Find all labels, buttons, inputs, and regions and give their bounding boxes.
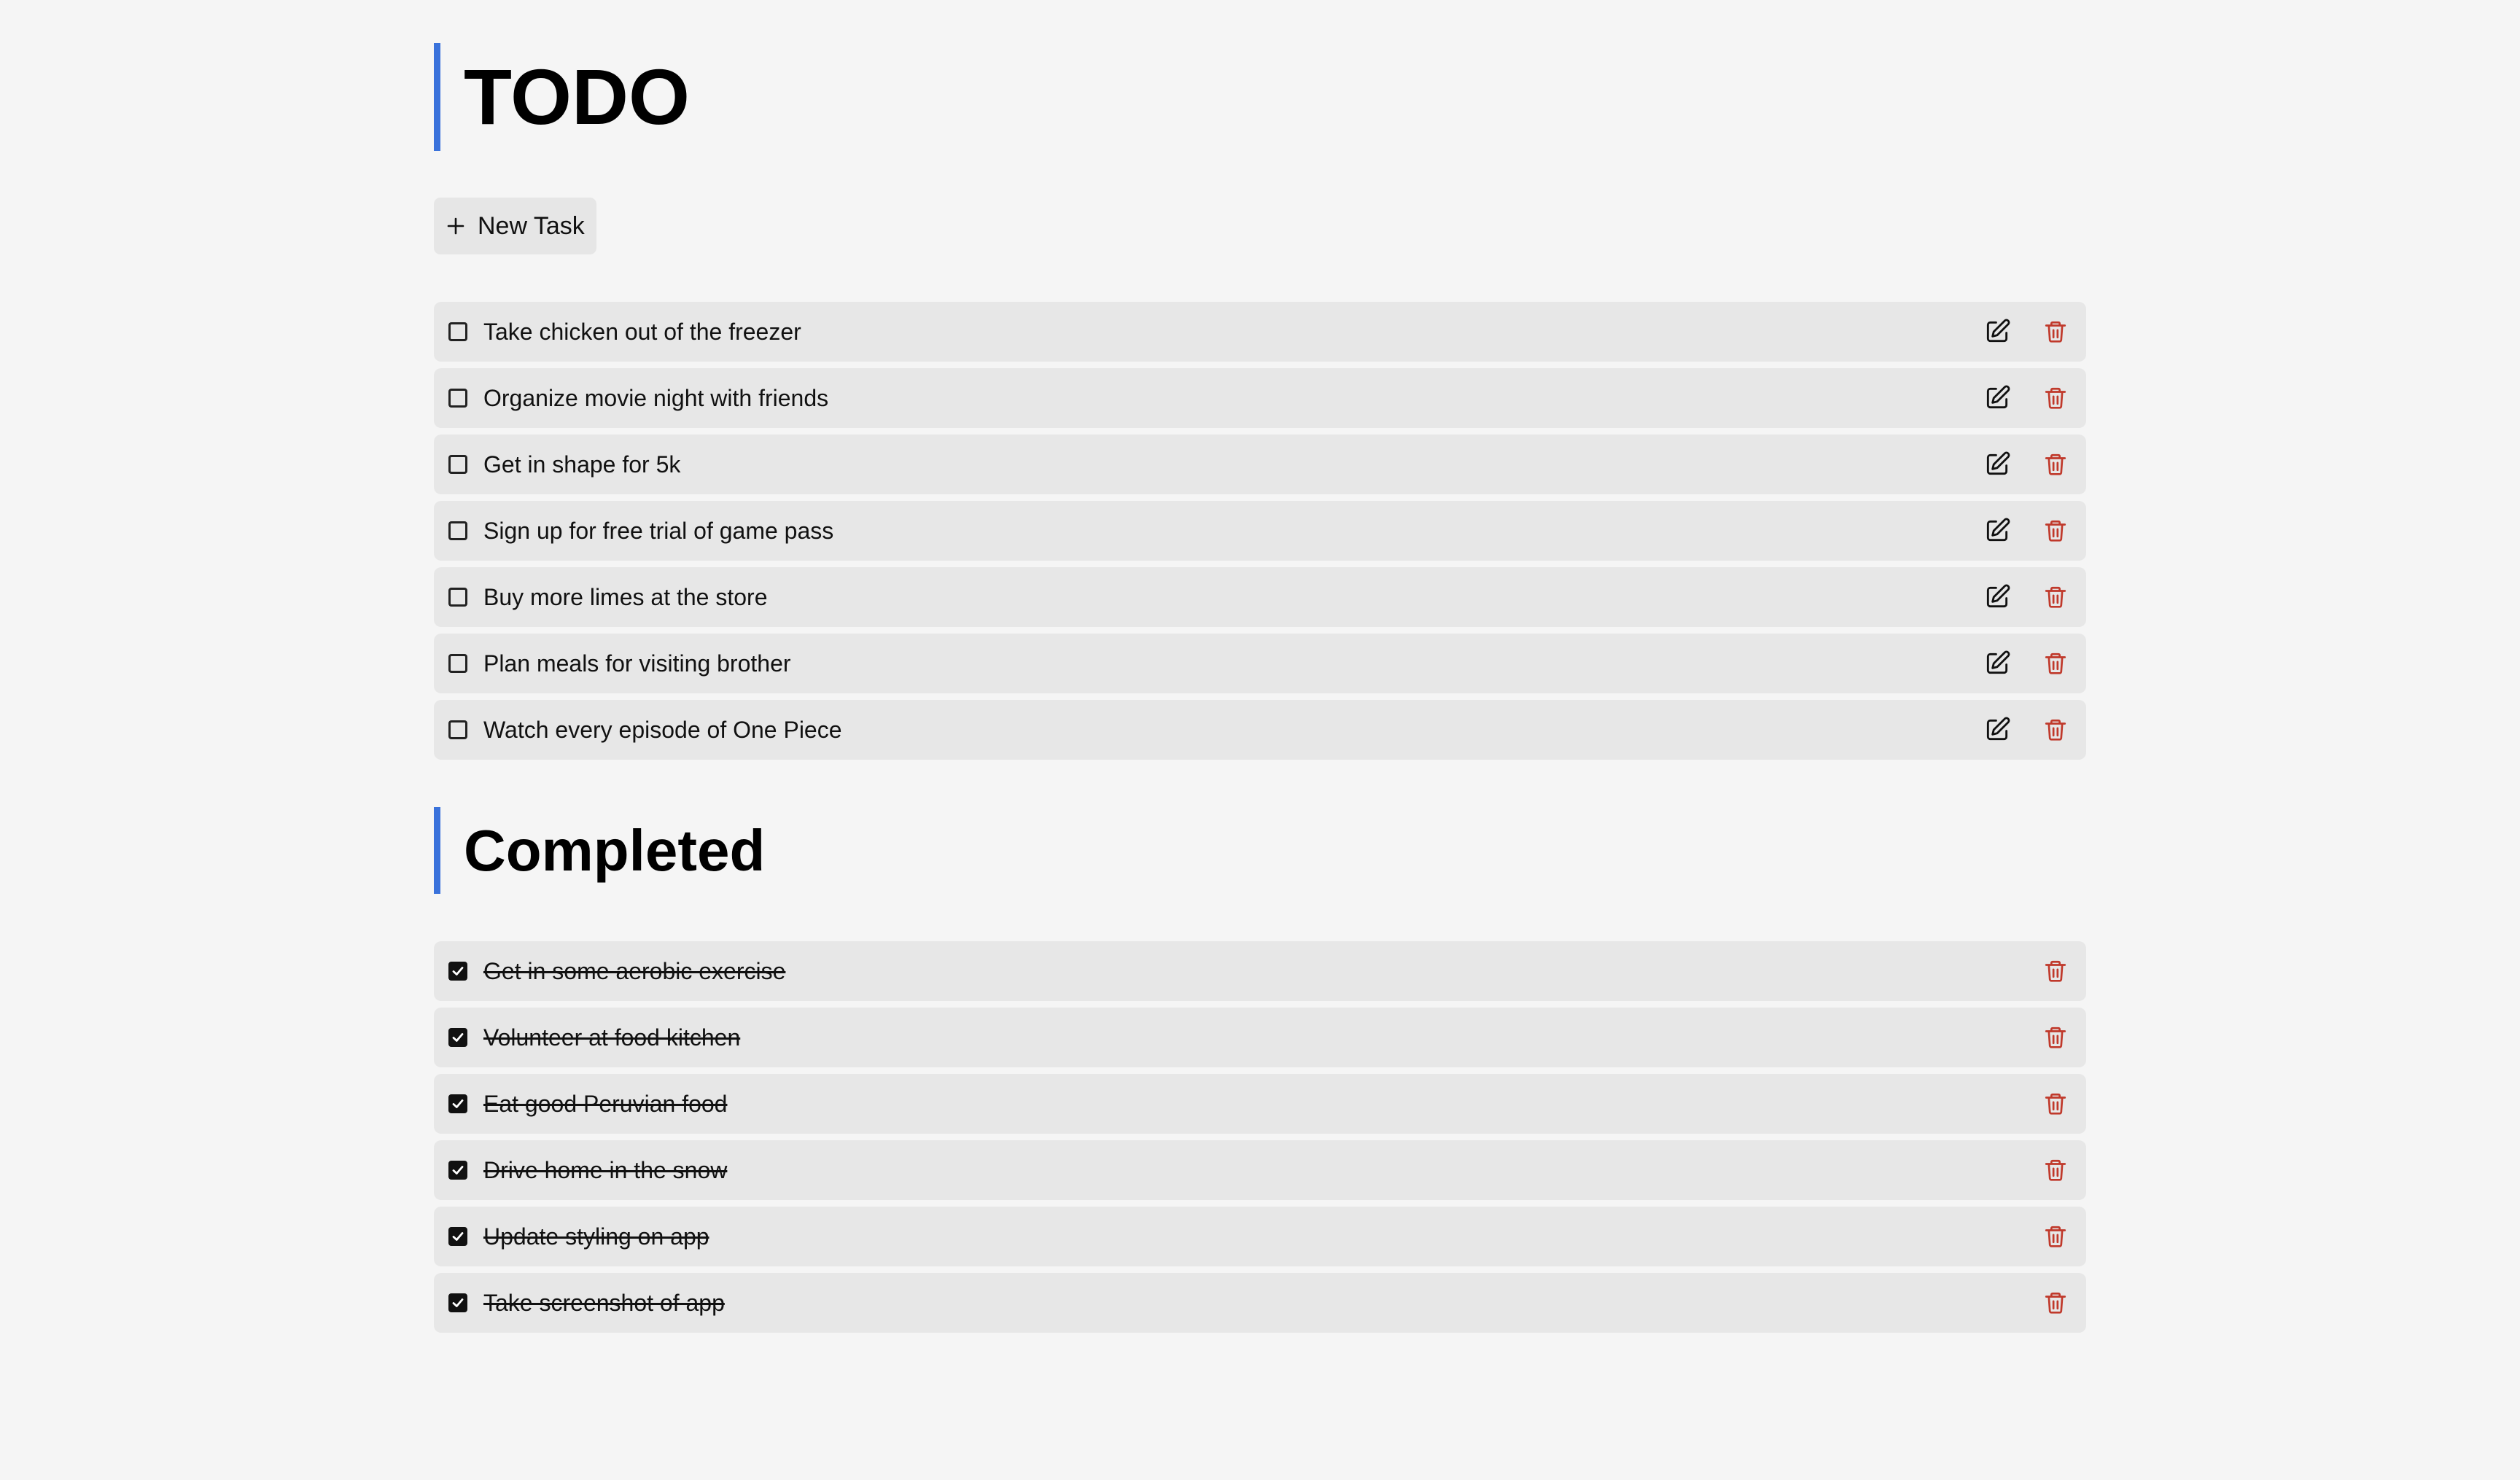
trash-icon [2043, 1290, 2068, 1315]
checkbox-empty-icon[interactable] [448, 588, 467, 607]
delete-button[interactable] [2039, 647, 2072, 679]
task-actions [1981, 382, 2072, 414]
checkbox-empty-icon[interactable] [448, 654, 467, 673]
task-actions [1981, 448, 2072, 480]
pencil-square-icon [1983, 318, 2011, 346]
task-label: Get in shape for 5k [483, 451, 681, 478]
completed-item [434, 1273, 2086, 1333]
task-actions [1981, 647, 2072, 679]
delete-button[interactable] [2039, 581, 2072, 613]
delete-button[interactable] [2039, 955, 2072, 987]
completed-item [434, 1074, 2086, 1134]
app-container [434, 0, 2086, 1339]
checkmark-icon [451, 1030, 465, 1045]
edit-button[interactable] [1981, 647, 2013, 679]
checkbox-empty-icon[interactable] [448, 389, 467, 408]
delete-button[interactable] [2039, 1154, 2072, 1186]
completed-item [434, 1008, 2086, 1067]
task-actions [1981, 316, 2072, 348]
delete-button[interactable] [2039, 1021, 2072, 1053]
task-actions [2039, 1021, 2072, 1053]
checkbox-empty-icon[interactable] [448, 521, 467, 540]
new-task-button[interactable] [434, 198, 596, 254]
todo-item [434, 368, 2086, 428]
task-label: Plan meals for visiting brother [483, 650, 791, 677]
new-task-label: New Task [478, 211, 585, 240]
completed-item [434, 1207, 2086, 1266]
checkbox-checked-icon[interactable] [448, 1227, 467, 1246]
task-actions [2039, 1287, 2072, 1319]
task-label: Eat good Peruvian food [483, 1090, 728, 1117]
task-label: Volunteer at food kitchen [483, 1024, 741, 1051]
todo-item [434, 634, 2086, 693]
task-label: Buy more limes at the store [483, 583, 768, 610]
checkbox-checked-icon[interactable] [448, 1293, 467, 1312]
trash-icon [2043, 452, 2068, 477]
delete-button[interactable] [2039, 1088, 2072, 1120]
delete-button[interactable] [2039, 316, 2072, 348]
checkbox-empty-icon[interactable] [448, 455, 467, 474]
task-label: Take chicken out of the freezer [483, 318, 801, 345]
completed-item [434, 1140, 2086, 1200]
checkbox-checked-icon[interactable] [448, 1094, 467, 1113]
pencil-square-icon [1983, 517, 2011, 545]
todo-item [434, 700, 2086, 760]
completed-heading: Completed [434, 807, 2086, 894]
checkmark-icon [451, 1163, 465, 1177]
task-label: Drive home in the snow [483, 1156, 728, 1183]
trash-icon [2043, 319, 2068, 344]
trash-icon [2043, 1224, 2068, 1249]
task-label: Get in some aerobic exercise [483, 957, 786, 984]
todo-item [434, 435, 2086, 494]
todo-item [434, 501, 2086, 561]
task-actions [2039, 1220, 2072, 1253]
task-label: Take screenshot of app [483, 1289, 725, 1316]
pencil-square-icon [1983, 650, 2011, 677]
todo-item [434, 567, 2086, 627]
plus-icon [447, 217, 464, 235]
checkbox-checked-icon[interactable] [448, 1161, 467, 1180]
trash-icon [2043, 1025, 2068, 1050]
edit-button[interactable] [1981, 515, 2013, 547]
trash-icon [2043, 651, 2068, 676]
todo-item [434, 302, 2086, 362]
checkbox-empty-icon[interactable] [448, 720, 467, 739]
task-label: Update styling on app [483, 1223, 709, 1250]
delete-button[interactable] [2039, 1287, 2072, 1319]
trash-icon [2043, 959, 2068, 984]
pencil-square-icon [1983, 583, 2011, 611]
edit-button[interactable] [1981, 316, 2013, 348]
trash-icon [2043, 1091, 2068, 1116]
completed-list [434, 941, 2086, 1333]
todo-heading: TODO [434, 43, 2086, 151]
pencil-square-icon [1983, 384, 2011, 412]
trash-icon [2043, 386, 2068, 410]
checkbox-checked-icon[interactable] [448, 962, 467, 981]
delete-button[interactable] [2039, 515, 2072, 547]
checkmark-icon [451, 1097, 465, 1111]
checkmark-icon [451, 1229, 465, 1244]
task-actions [2039, 1154, 2072, 1186]
edit-button[interactable] [1981, 581, 2013, 613]
checkmark-icon [451, 1296, 465, 1310]
checkmark-icon [451, 964, 465, 978]
task-actions [2039, 1088, 2072, 1120]
trash-icon [2043, 518, 2068, 543]
task-actions [2039, 955, 2072, 987]
delete-button[interactable] [2039, 382, 2072, 414]
delete-button[interactable] [2039, 448, 2072, 480]
trash-icon [2043, 717, 2068, 742]
task-actions [1981, 581, 2072, 613]
trash-icon [2043, 1158, 2068, 1183]
completed-item [434, 941, 2086, 1001]
delete-button[interactable] [2039, 1220, 2072, 1253]
edit-button[interactable] [1981, 448, 2013, 480]
pencil-square-icon [1983, 451, 2011, 478]
pencil-square-icon [1983, 716, 2011, 744]
task-label: Sign up for free trial of game pass [483, 517, 834, 544]
task-actions [1981, 515, 2072, 547]
delete-button[interactable] [2039, 714, 2072, 746]
todo-list [434, 302, 2086, 760]
edit-button[interactable] [1981, 382, 2013, 414]
edit-button[interactable] [1981, 714, 2013, 746]
task-label: Organize movie night with friends [483, 384, 829, 411]
checkbox-checked-icon[interactable] [448, 1028, 467, 1047]
trash-icon [2043, 585, 2068, 609]
task-label: Watch every episode of One Piece [483, 716, 842, 743]
task-actions [1981, 714, 2072, 746]
checkbox-empty-icon[interactable] [448, 322, 467, 341]
